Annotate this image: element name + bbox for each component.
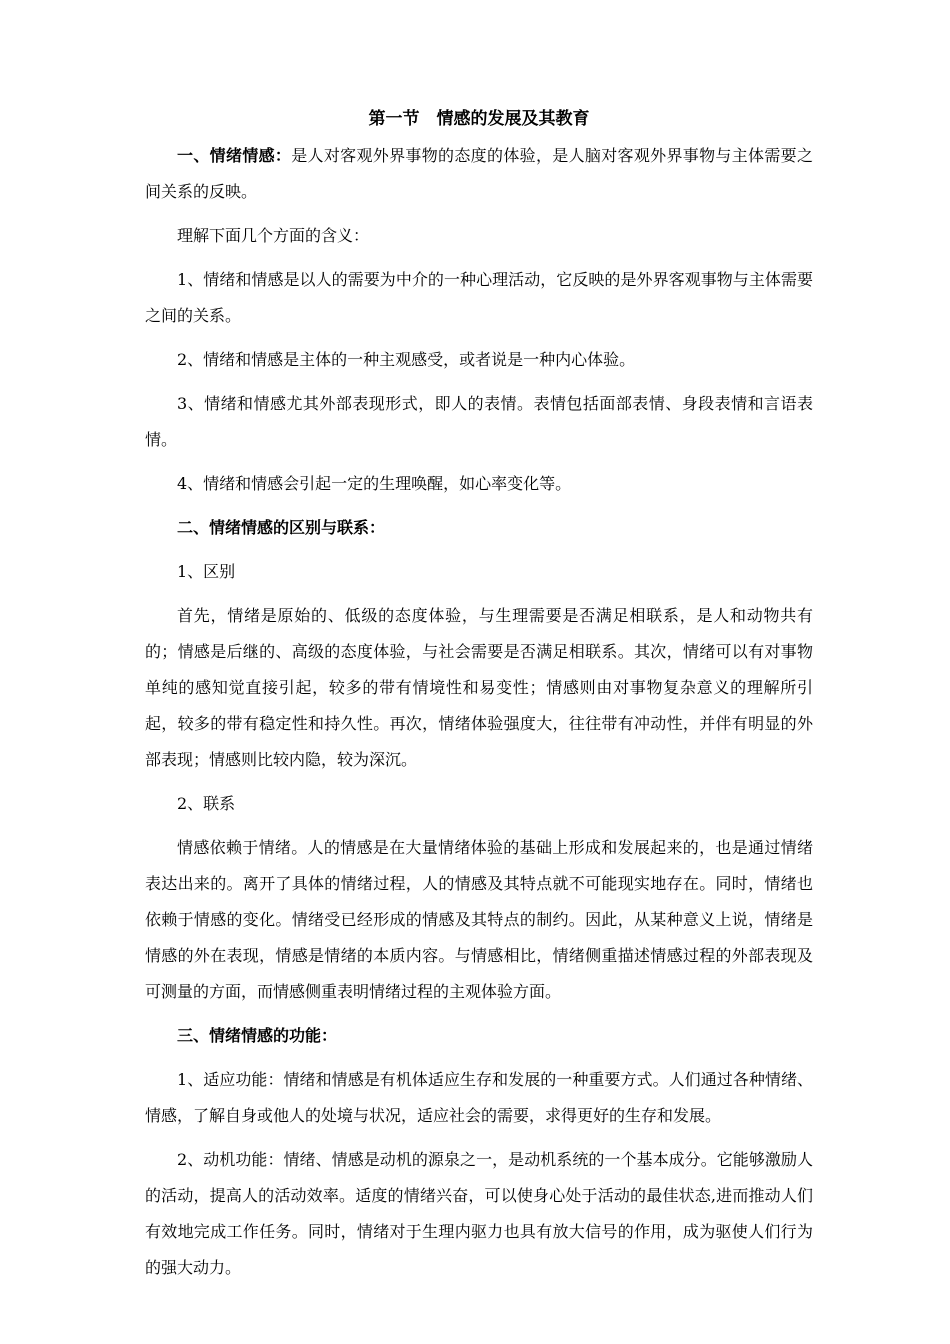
section-3-heading: 三、情绪情感的功能： xyxy=(177,1026,338,1045)
section-1-item-3: 3、情绪和情感尤其外部表现形式，即人的表情。表情包括面部表情、身段表情和言语表情。 xyxy=(145,394,813,449)
section-2-heading: 二、情绪情感的区别与联系： xyxy=(177,518,386,537)
section-1-item-4: 4、情绪和情感会引起一定的生理唤醒，如心率变化等。 xyxy=(177,474,572,493)
section-3-item-2: 2、动机功能：情绪、情感是动机的源泉之一，是动机系统的一个基本成分。它能够激励人的活动，提高人的活动效率。适度的情绪兴奋，可以使身心处于活动的最佳状态,进而推动人们有效地完成工作任务。同时，情绪对于生理内驱力也具有放大信号的作用，成为驱使人们行为的强大动力。 xyxy=(145,1150,813,1277)
section-1-item-1: 1、情绪和情感是以人的需要为中介的一种心理活动，它反映的是外界客观事物与主体需要之间的关系。 xyxy=(145,270,813,325)
section-2-subheading-connection: 2、联系 xyxy=(177,794,236,813)
page-title: 第一节 情感的发展及其教育 xyxy=(368,109,590,129)
section-1-intro: 理解下面几个方面的含义： xyxy=(177,226,370,245)
definition-text: 是人对客观外界事物的态度的体验，是人脑对客观外界事物与主体需要之间关系的反映。 xyxy=(145,146,813,201)
document-page xyxy=(145,104,813,1294)
section-3-item-1: 1、适应功能：情绪和情感是有机体适应生存和发展的一种重要方式。人们通过各种情绪、情感，了解自身或他人的处境与状况，适应社会的需要，求得更好的生存和发展。 xyxy=(145,1070,813,1125)
section-2-subheading-difference: 1、区别 xyxy=(177,562,236,581)
section-1-heading: 一、情绪情感： xyxy=(177,146,292,165)
section-2-difference-paragraph: 首先，情绪是原始的、低级的态度体验，与生理需要是否满足相联系，是人和动物共有的；情感是后继的、高级的态度体验，与社会需要是否满足相联系。其次，情绪可以有对事物单纯的感知觉直接引起，较多的带有情境性和易变性；情感则由对事物复杂意义的理解所引起，较多的带有稳定性和持久性。再次，情绪体验强度大，往往带有冲动性，并伴有明显的外部表现；情感则比较内隐，较为深沉。 xyxy=(145,606,813,769)
section-2-connection-paragraph: 情感依赖于情绪。人的情感是在大量情绪体验的基础上形成和发展起来的，也是通过情绪表达出来的。离开了具体的情绪过程，人的情感及其特点就不可能现实地存在。同时，情绪也依赖于情感的变化。情绪受已经形成的情感及其特点的制约。因此，从某种意义上说，情绪是情感的外在表现，情感是情绪的本质内容。与情感相比，情绪侧重描述情感过程的外部表现及可测量的方面，而情感侧重表明情绪过程的主观体验方面。 xyxy=(145,838,813,1001)
section-1-item-2: 2、情绪和情感是主体的一种主观感受，或者说是一种内心体验。 xyxy=(177,350,636,369)
section-1-definition xyxy=(145,138,813,210)
